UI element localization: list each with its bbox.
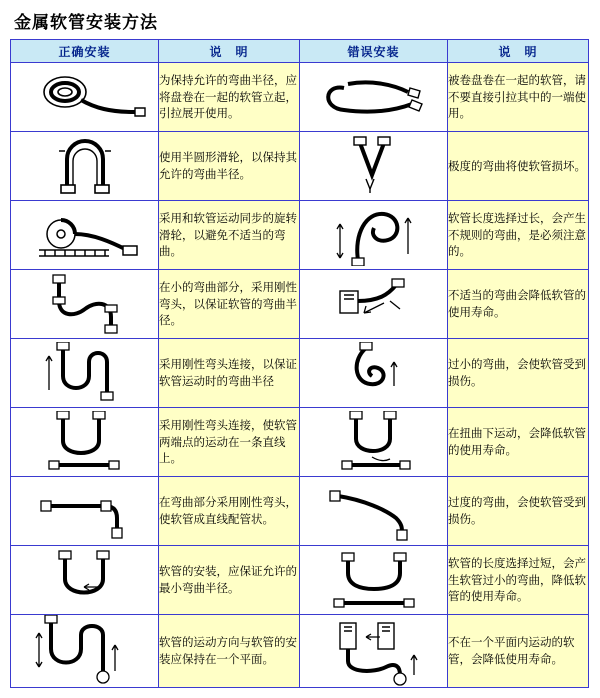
figure-over-small-bend-radius-loop [300,339,448,408]
note-text: 不在一个平面内运动的软管，会降低使用寿命。 [448,615,589,688]
figure-hose-motion-same-plane [11,615,159,688]
note-text: 采用和软管运动同步的旋转滑轮，以避免不适当的弯曲。 [159,201,300,270]
note-text: 为保持允许的弯曲半径，应将盘卷在一起的软管立起，引拉展开使用。 [159,63,300,132]
note-text: 软管长度选择过长，会产生不规则的弯曲，是必须注意的。 [448,201,589,270]
hose-installation-table [10,39,589,688]
figure-coiled-hose-pulled-flat [300,63,448,132]
figure-hose-with-synchronized-rotating-pulley [11,201,159,270]
figure-improper-tight-bend-at-fitting [300,270,448,339]
page-title: 金属软管安装方法 [14,13,158,33]
header-note-1: 说 明 [159,40,300,63]
figure-hose-twisted-under-motion [300,408,448,477]
table-row [11,615,589,688]
header-wrong-install: 错误安装 [300,40,448,63]
note-text: 在小的弯曲部分，采用刚性弯头，以保证软管的弯曲半径。 [159,270,300,339]
table-row [11,201,589,270]
table-row [11,339,589,408]
note-text: 被卷盘卷在一起的软管，请不要直接引拉其中的一端使用。 [448,63,589,132]
note-text: 采用刚性弯头连接，使软管两端点的运动在一条直线上。 [159,408,300,477]
table-row [11,132,589,201]
note-text: 过度的弯曲，会使软管受到损伤。 [448,477,589,546]
figure-coiled-hose-vertical-reel [11,63,159,132]
figure-hose-sharp-v-bend [300,132,448,201]
figure-excessive-bend-straight-run [300,477,448,546]
figure-hose-too-long-irregular-loop [300,201,448,270]
figure-rigid-elbow-straight-pipe-layout [11,477,159,546]
note-text: 在扭曲下运动，会降低软管的使用寿命。 [448,408,589,477]
table-row [11,408,589,477]
header-note-2: 说 明 [448,40,589,63]
note-text: 软管的运动方向与软管的安装应保持在一个平面。 [159,615,300,688]
figure-rigid-elbow-at-small-bend [11,270,159,339]
note-text: 在弯曲部分采用刚性弯头，使软管成直线配管状。 [159,477,300,546]
note-text: 不适当的弯曲会降低软管的使用寿命。 [448,270,589,339]
note-text: 过小的弯曲，会使软管受到损伤。 [448,339,589,408]
table-row [11,477,589,546]
figure-rigid-elbow-u-loop-motion [11,339,159,408]
figure-hose-too-long-small-bend [300,546,448,615]
figure-hose-minimum-bend-radius-u [11,546,159,615]
figure-rigid-elbows-both-ends-straight-line [11,408,159,477]
note-text: 极度的弯曲将使软管损坏。 [448,132,589,201]
figure-hose-over-semicircular-sheave [11,132,159,201]
figure-hose-motion-out-of-plane [300,615,448,688]
note-text: 采用刚性弯头连接，以保证软管运动时的弯曲半径 [159,339,300,408]
table-row [11,270,589,339]
table-header-row [11,40,589,63]
header-correct-install: 正确安装 [11,40,159,63]
note-text: 软管的安装，应保证允许的最小弯曲半径。 [159,546,300,615]
table-row [11,63,589,132]
note-text: 软管的长度选择过短，会产生软管过小的弯曲，降低软管的使用寿命。 [448,546,589,615]
table-row [11,546,589,615]
note-text: 使用半圆形滑轮，以保持其允许的弯曲半径。 [159,132,300,201]
